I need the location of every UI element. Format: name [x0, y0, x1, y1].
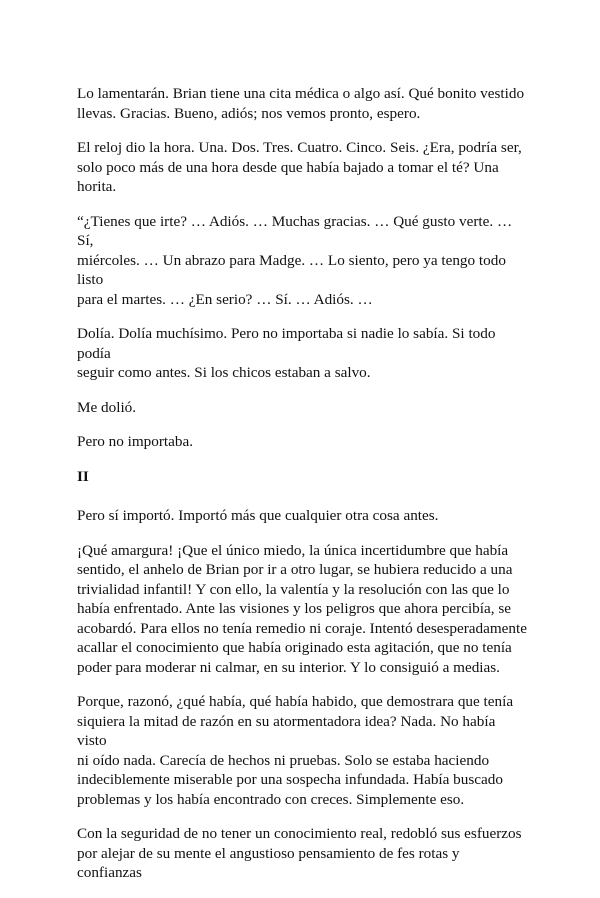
- paragraph-1: Lo lamentarán. Brian tiene una cita médica o algo así. Qué bonito vestido llevas. Gracias. Bueno, adiós; nos vemos pronto, espero.: [77, 85, 525, 122]
- paragraph-5: Me dolió.: [77, 398, 137, 416]
- paragraph-8: ¡Qué amargura! ¡Que el único miedo, la única incertidumbre que había sentido, el anhelo de Brian por ir a otro lugar, se hubiera reducido a una trivialidad infantil! Y con ello, la valentía y la resolución con las que lo había enfrentado. Ante las visiones y los peligros que ahora percibía, se acobardó. Para ellos no tenía remedio ni coraje. Intentó desesperadamente acallar el conocimiento que había originado esta agitación, que no tenía poder para moderar ni calmar, en su interior. Y lo consiguió a medias.: [77, 541, 527, 676]
- paragraph-4: Dolía. Dolía muchísimo. Pero no importaba si nadie lo sabía. Si todo podía seguir como antes. Si los chicos estaban a salvo.: [77, 325, 496, 381]
- paragraph-10: Con la seguridad de no tener un conocimiento real, redobló sus esfuerzos por alejar de su mente el angustioso pensamiento de fes rotas y confianzas: [77, 825, 522, 881]
- section-heading: II: [77, 467, 89, 485]
- paragraph-6: Pero no importaba.: [77, 433, 193, 450]
- paragraph-3: “¿Tienes que irte? … Adiós. … Muchas gracias. … Qué gusto verte. … Sí, miércoles. … Un abrazo para Madge. … Lo siento, pero ya tengo todo listo para el martes. … ¿En serio? … Sí. … Adiós. …: [77, 212, 513, 308]
- paragraph-7: Pero sí importó. Importó más que cualquier otra cosa antes.: [77, 507, 439, 524]
- paragraph-2: El reloj dio la hora. Una. Dos. Tres. Cuatro. Cinco. Seis. ¿Era, podría ser, solo poco más de una hora desde que había bajado a tomar el té? Una horita.: [77, 139, 522, 195]
- paragraph-9: Porque, razonó, ¿qué había, qué había habido, que demostrara que tenía siquiera la mitad de razón en su atormentadora idea? Nada. No había visto ni oído nada. Carecía de hechos ni pruebas. Solo se estaba haciendo indeciblemente miserable por una sospecha infundada. Había buscado problemas y los había encontrado con creces. Simplemente eso.: [77, 693, 514, 808]
- document-page: [77, 84, 527, 898]
